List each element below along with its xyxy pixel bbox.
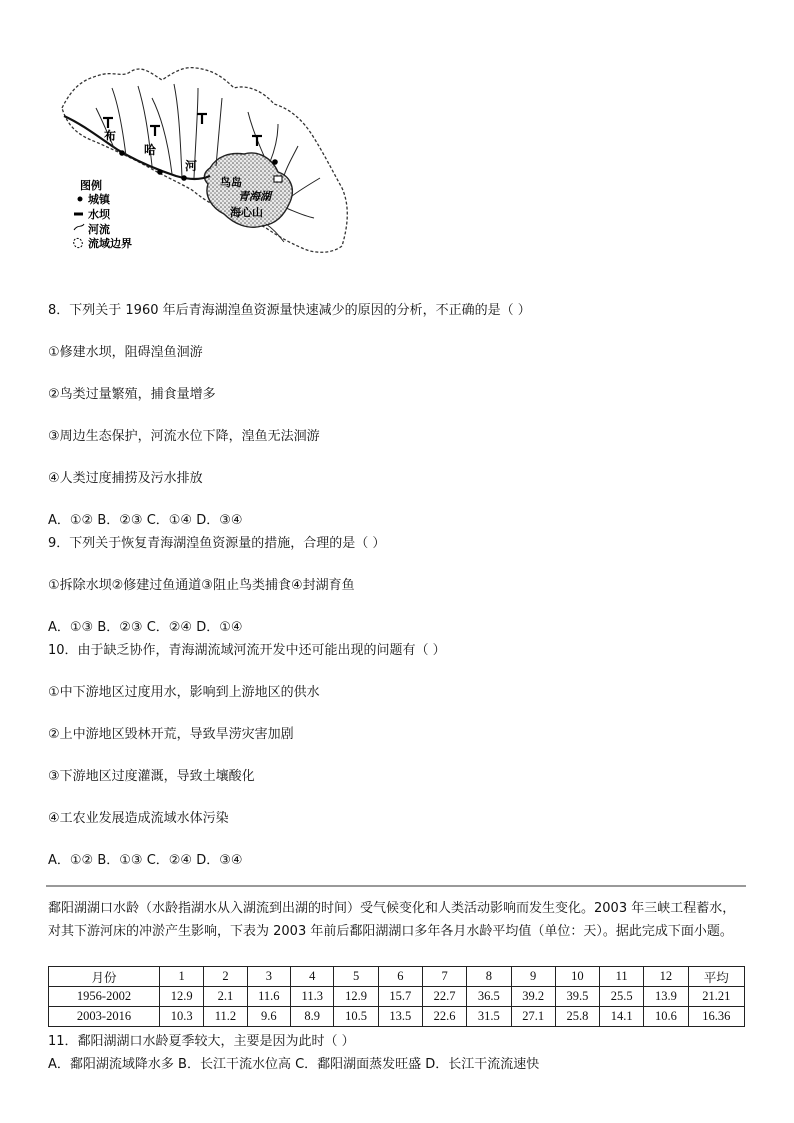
table-cell: 22.6: [422, 1007, 466, 1027]
bird-island-label: 鸟岛: [220, 176, 242, 189]
q11-answers: A．鄱阳湖流域降水多 B．长江干流水位高 C．鄱阳湖面蒸发旺盛 D．长江干流流速快: [48, 1057, 540, 1072]
table-header-cell: 1: [160, 967, 204, 987]
table-cell: 16.36: [688, 1007, 744, 1027]
q8-option-4: ④人类过度捕捞及污水排放: [48, 471, 203, 486]
table-cell: 13.5: [378, 1007, 422, 1027]
poyang-passage: 鄱阳湖湖口水龄（水龄指湖水从入湖流到出湖的时间）受气候变化和人类活动影响而发生变化。2003 年三峡工程蓄水，对其下游河床的冲淤产生影响，下表为 2003 年前后鄱阳湖湖口多年各月水龄平均值（单位：天）。据此完成下面小题。: [48, 901, 736, 939]
svg-text:图例: 图例: [80, 179, 102, 192]
table-header-cell: 11: [600, 967, 644, 987]
table-cell: 2.1: [204, 987, 247, 1007]
q9-stem: 9．下列关于恢复青海湖湟鱼资源量的措施，合理的是（ ）: [48, 536, 386, 551]
table-header-cell: 10: [555, 967, 599, 987]
table-header-cell: 5: [334, 967, 378, 987]
table-cell: 12.9: [160, 987, 204, 1007]
table-cell: 2003-2016: [49, 1007, 160, 1027]
table-cell: 25.8: [555, 1007, 599, 1027]
table-header-cell: 6: [378, 967, 422, 987]
section-divider: [46, 885, 746, 887]
table-row: [49, 1007, 745, 1027]
river-char-1: 布: [104, 129, 117, 143]
table-header-cell: 平均: [688, 967, 744, 987]
mountain-label: 海心山: [230, 206, 263, 219]
table-cell: 39.2: [511, 987, 555, 1007]
table-header-cell: 9: [511, 967, 555, 987]
q8-option-3: ③周边生态保护，河流水位下降，湟鱼无法洄游: [48, 429, 320, 444]
q8-option-2: ②鸟类过量繁殖，捕食量增多: [48, 387, 216, 402]
q10-option-3: ③下游地区过度灌溉，导致土壤酸化: [48, 769, 255, 784]
table-header-cell: 月份: [49, 967, 160, 987]
table-header-row: [49, 967, 745, 987]
svg-text:水坝: 水坝: [88, 208, 110, 221]
table-header-cell: 12: [644, 967, 688, 987]
table-header-cell: 7: [422, 967, 466, 987]
water-age-table: [48, 966, 745, 1027]
table-cell: 31.5: [467, 1007, 511, 1027]
table-cell: 10.5: [334, 1007, 378, 1027]
table-cell: 25.5: [600, 987, 644, 1007]
q10-option-1: ①中下游地区过度用水，影响到上游地区的供水: [48, 685, 320, 700]
map-legend: [74, 178, 132, 250]
table-header-cell: 8: [467, 967, 511, 987]
table-cell: 10.3: [160, 1007, 204, 1027]
table-cell: 39.5: [555, 987, 599, 1007]
river-char-2: 哈: [144, 143, 157, 157]
q10-option-4: ④工农业发展造成流域水体污染: [48, 811, 229, 826]
table-cell: 36.5: [467, 987, 511, 1007]
q10-stem: 10．由于缺乏协作，青海湖流域河流开发中还可能出现的问题有（ ）: [48, 643, 446, 658]
table-cell: 12.9: [334, 987, 378, 1007]
q10-option-2: ②上中游地区毁林开荒，导致旱涝灾害加剧: [48, 727, 294, 742]
q8-option-1: ①修建水坝，阻碍湟鱼洄游: [48, 345, 203, 360]
svg-text:流域边界: 流域边界: [88, 237, 132, 250]
table-cell: 14.1: [600, 1007, 644, 1027]
q8-answers: A．①② B．②③ C．①④ D．③④: [48, 513, 243, 528]
table-header-cell: 3: [247, 967, 290, 987]
lake-label: 青海湖: [238, 190, 271, 203]
table-cell: 27.1: [511, 1007, 555, 1027]
table-cell: 1956-2002: [49, 987, 160, 1007]
svg-text:河流: 河流: [88, 223, 110, 236]
table-header-cell: 2: [204, 967, 247, 987]
q11-stem: 11．鄱阳湖湖口水龄夏季较大，主要是因为此时（ ）: [48, 1034, 355, 1049]
q9-answers: A．①③ B．②③ C．②④ D．①④: [48, 620, 243, 635]
table-row: [49, 987, 745, 1007]
table-cell: 15.7: [378, 987, 422, 1007]
table-cell: 8.9: [291, 1007, 334, 1027]
table-cell: 22.7: [422, 987, 466, 1007]
table-cell: 10.6: [644, 1007, 688, 1027]
table-cell: 11.6: [247, 987, 290, 1007]
table-cell: 9.6: [247, 1007, 290, 1027]
table-cell: 13.9: [644, 987, 688, 1007]
table-cell: 21.21: [688, 987, 744, 1007]
q10-answers: A．①② B．①③ C．②④ D．③④: [48, 853, 243, 868]
qinghai-lake-basin-map: [52, 58, 362, 268]
svg-text:城镇: 城镇: [88, 193, 110, 206]
q8-stem: 8．下列关于 1960 年后青海湖湟鱼资源量快速减少的原因的分析，不正确的是（ ）: [48, 303, 531, 318]
table-cell: 11.2: [204, 1007, 247, 1027]
river-char-3: 河: [185, 159, 198, 173]
table-cell: 11.3: [291, 987, 334, 1007]
table-header-cell: 4: [291, 967, 334, 987]
q9-options: ①拆除水坝②修建过鱼通道③阻止鸟类捕食④封湖育鱼: [48, 578, 355, 593]
